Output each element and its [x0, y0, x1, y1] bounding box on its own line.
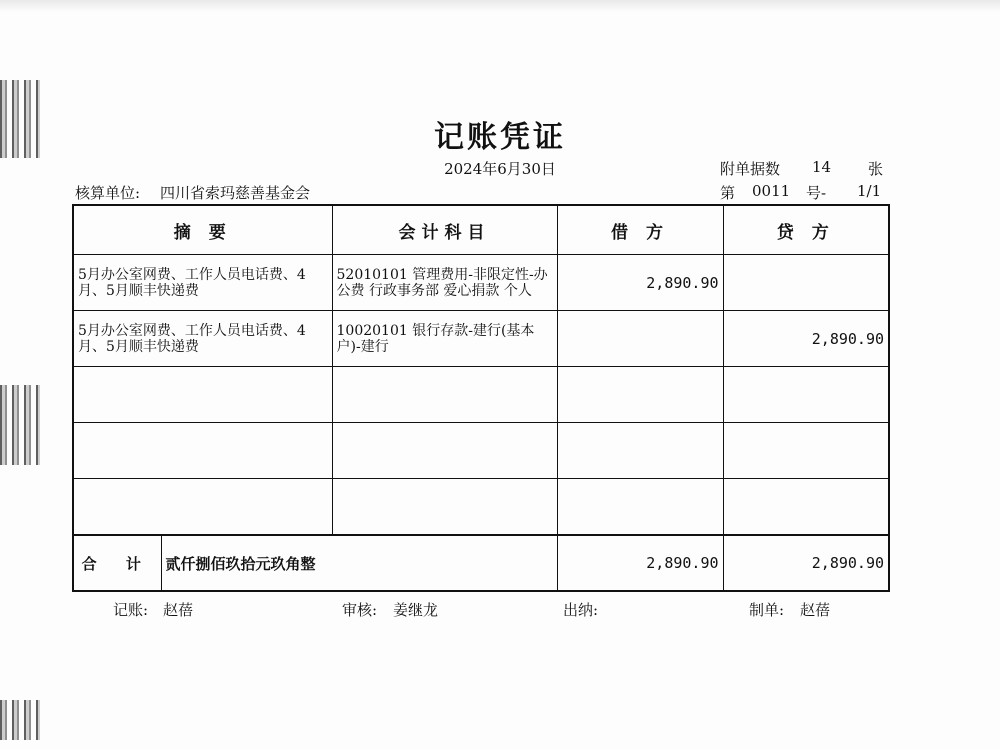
table-row-empty: [73, 367, 889, 423]
entry-summary: 5月办公室网费、工作人员电话费、4月、5月顺丰快递费: [73, 311, 332, 367]
reviewer-label: 审核:: [342, 601, 378, 619]
reviewer-name: 姜继龙: [393, 601, 439, 619]
entry-credit: [723, 255, 889, 311]
header-summary: 摘 要: [73, 205, 332, 255]
unit-label: 核算单位:: [75, 184, 141, 202]
total-credit: 2,890.90: [723, 535, 889, 591]
voucher-no-prefix: 第: [720, 184, 736, 202]
attachments-label: 附单据数: [720, 160, 781, 178]
table-row-empty: [73, 423, 889, 479]
table-row: [73, 311, 889, 367]
entry-summary: 5月办公室网费、工作人员电话费、4月、5月顺丰快递费: [73, 255, 332, 311]
voucher-title: 记账凭证: [434, 120, 566, 155]
bookkeeper-name: 赵蓓: [163, 601, 194, 619]
entry-account: 52010101 管理费用-非限定性-办公费 行政事务部 爱心捐款 个人: [332, 255, 557, 311]
paper-edge: [0, 0, 1000, 12]
preparer-name: 赵蓓: [800, 601, 831, 619]
entry-credit: 2,890.90: [723, 311, 889, 367]
scan-artifact: [0, 700, 40, 740]
total-label: 合 计: [73, 535, 161, 591]
voucher-table: [72, 204, 890, 592]
entry-debit: 2,890.90: [557, 255, 723, 311]
header-credit: 贷 方: [723, 205, 889, 255]
attachments-unit: 张: [868, 160, 884, 178]
total-row: [73, 535, 889, 591]
voucher-date: 2024年6月30日: [444, 160, 556, 178]
total-debit: 2,890.90: [557, 535, 723, 591]
voucher-number: 0011: [752, 182, 791, 200]
voucher-no-suffix: 号-: [806, 184, 827, 202]
header-debit: 借 方: [557, 205, 723, 255]
table-row-empty: [73, 479, 889, 536]
table-header: [73, 205, 889, 255]
entry-debit: [557, 311, 723, 367]
entry-account: 10020101 银行存款-建行(基本户)-建行: [332, 311, 557, 367]
header-account: 会计科目: [332, 205, 557, 255]
attachments-count: 14: [812, 158, 832, 176]
voucher-page: 1/1: [857, 182, 882, 200]
bookkeeper-label: 记账:: [113, 601, 149, 619]
total-amount-in-words: 贰仟捌佰玖拾元玖角整: [161, 535, 557, 591]
unit-name: 四川省索玛慈善基金会: [160, 184, 311, 202]
preparer-label: 制单:: [749, 601, 785, 619]
scan-artifact: [0, 385, 40, 465]
table-row: [73, 255, 889, 311]
cashier-label: 出纳:: [563, 601, 599, 619]
